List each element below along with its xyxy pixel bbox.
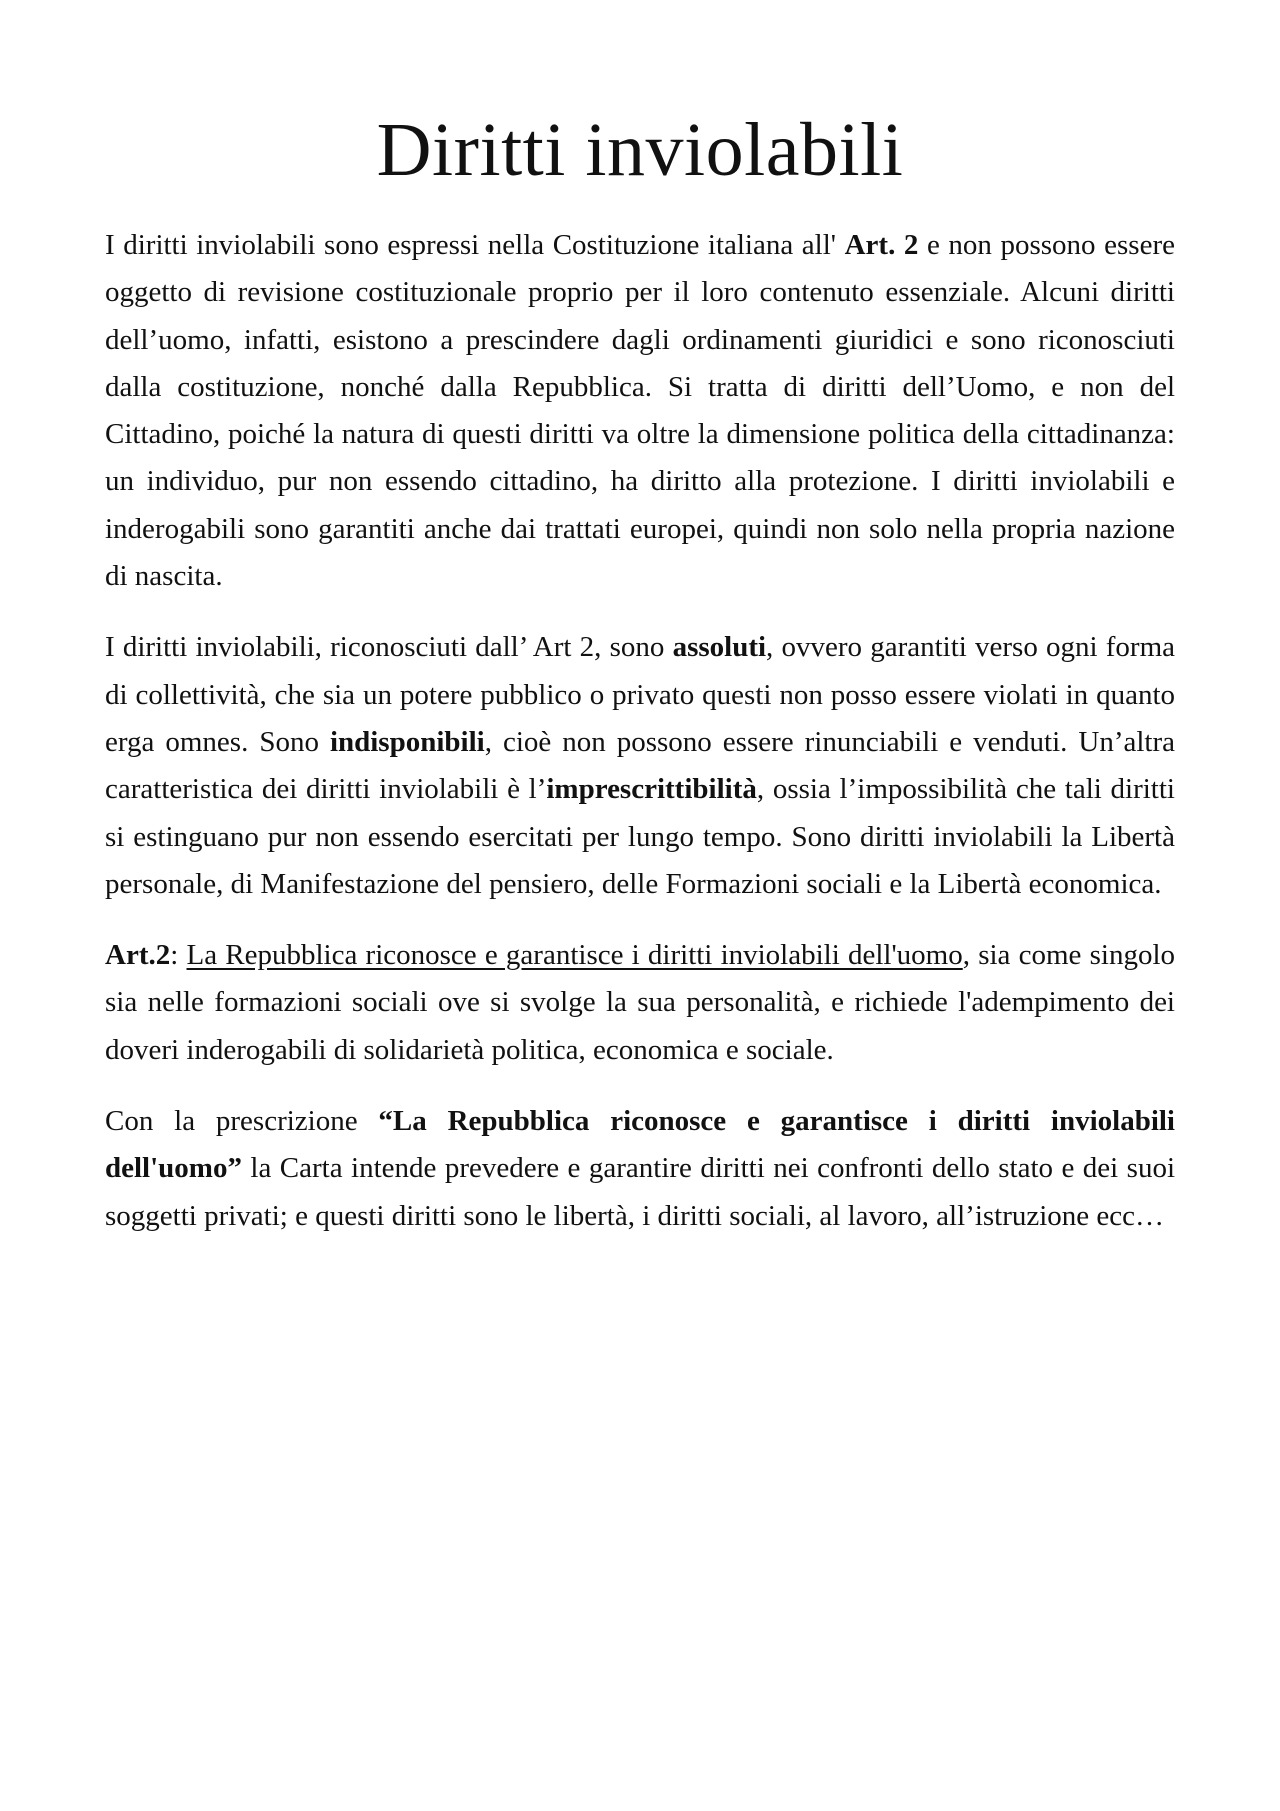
text-segment: I diritti inviolabili, riconosciuti dall’ Art 2, sono bbox=[105, 631, 673, 664]
text-segment: , ovvero garantiti verso ogni forma di collettività, che sia un potere pubblico o privato questi non posso essere violati in quanto erga omnes. Sono bbox=[105, 631, 1176, 758]
text-segment: , ossia l’impossibilità che tali diritti si estinguano pur non essendo esercitati per lungo tempo. Sono diritti inviolabili la Libertà personale, di Manifestazione del pensiero, delle Formazioni sociali e la Libertà economica. bbox=[105, 773, 1175, 900]
bold-term-art2-label: Art.2 bbox=[105, 939, 171, 972]
text-segment: la Carta intende prevedere e garantire diritti nei confronti dello stato e dei suoi soggetti privati; e questi diritti sono le libertà, i diritti sociali, al lavoro, all’istruzione ecc… bbox=[105, 1152, 1175, 1232]
paragraph-characteristics bbox=[105, 624, 1175, 908]
bold-term-art2: Art. 2 bbox=[844, 229, 919, 261]
text-segment: : bbox=[170, 939, 187, 972]
paragraph-article-2 bbox=[105, 932, 1175, 1074]
bold-term-indisponibili: indisponibili bbox=[329, 725, 485, 758]
bold-term-imprescrittibilita: imprescrittibilità bbox=[546, 773, 757, 806]
text-segment: e non possono essere oggetto di revisione costituzionale proprio per il loro contenuto essenziale. Alcuni diritti dell’uomo, infatti, esistono a prescindere dagli ordinamenti giuridici e sono riconosciuti dalla costituzione, nonché dalla Repubblica. Si tratta di diritti dell’Uomo, e non del Cittadino, poiché la natura di questi diritti va oltre la dimensione politica della cittadinanza: un individuo, pur non essendo cittadino, ha diritto alla protezione. I diritti inviolabili e inderogabili sono garantiti anche dai trattati europei, quindi non solo nella propria nazione di nascita. bbox=[105, 229, 1175, 593]
bold-term-assoluti: assoluti bbox=[672, 631, 767, 664]
underlined-quote: La Repubblica riconosce e garantisce i diritti inviolabili dell'uomo bbox=[186, 939, 963, 972]
bold-quote: “La Repubblica riconosce e garantisce i diritti inviolabili dell'uomo” bbox=[105, 1105, 1175, 1185]
paragraph-conclusion bbox=[105, 1098, 1175, 1240]
text-segment: Con la prescrizione bbox=[105, 1105, 379, 1138]
paragraph-intro bbox=[105, 222, 1175, 600]
page-title: Diritti inviolabili bbox=[376, 108, 904, 192]
text-segment: I diritti inviolabili sono espressi nella Costituzione italiana all' bbox=[105, 229, 845, 261]
text-segment: , sia come singolo sia nelle formazioni sociali ove si svolge la sua personalità, e richiede l'adempimento dei doveri inderogabili di solidarietà politica, economica e sociale. bbox=[105, 939, 1176, 1066]
text-segment: , cioè non possono essere rinunciabili e venduti. Un’altra caratteristica dei diritti inviolabili è l’ bbox=[105, 725, 1175, 806]
